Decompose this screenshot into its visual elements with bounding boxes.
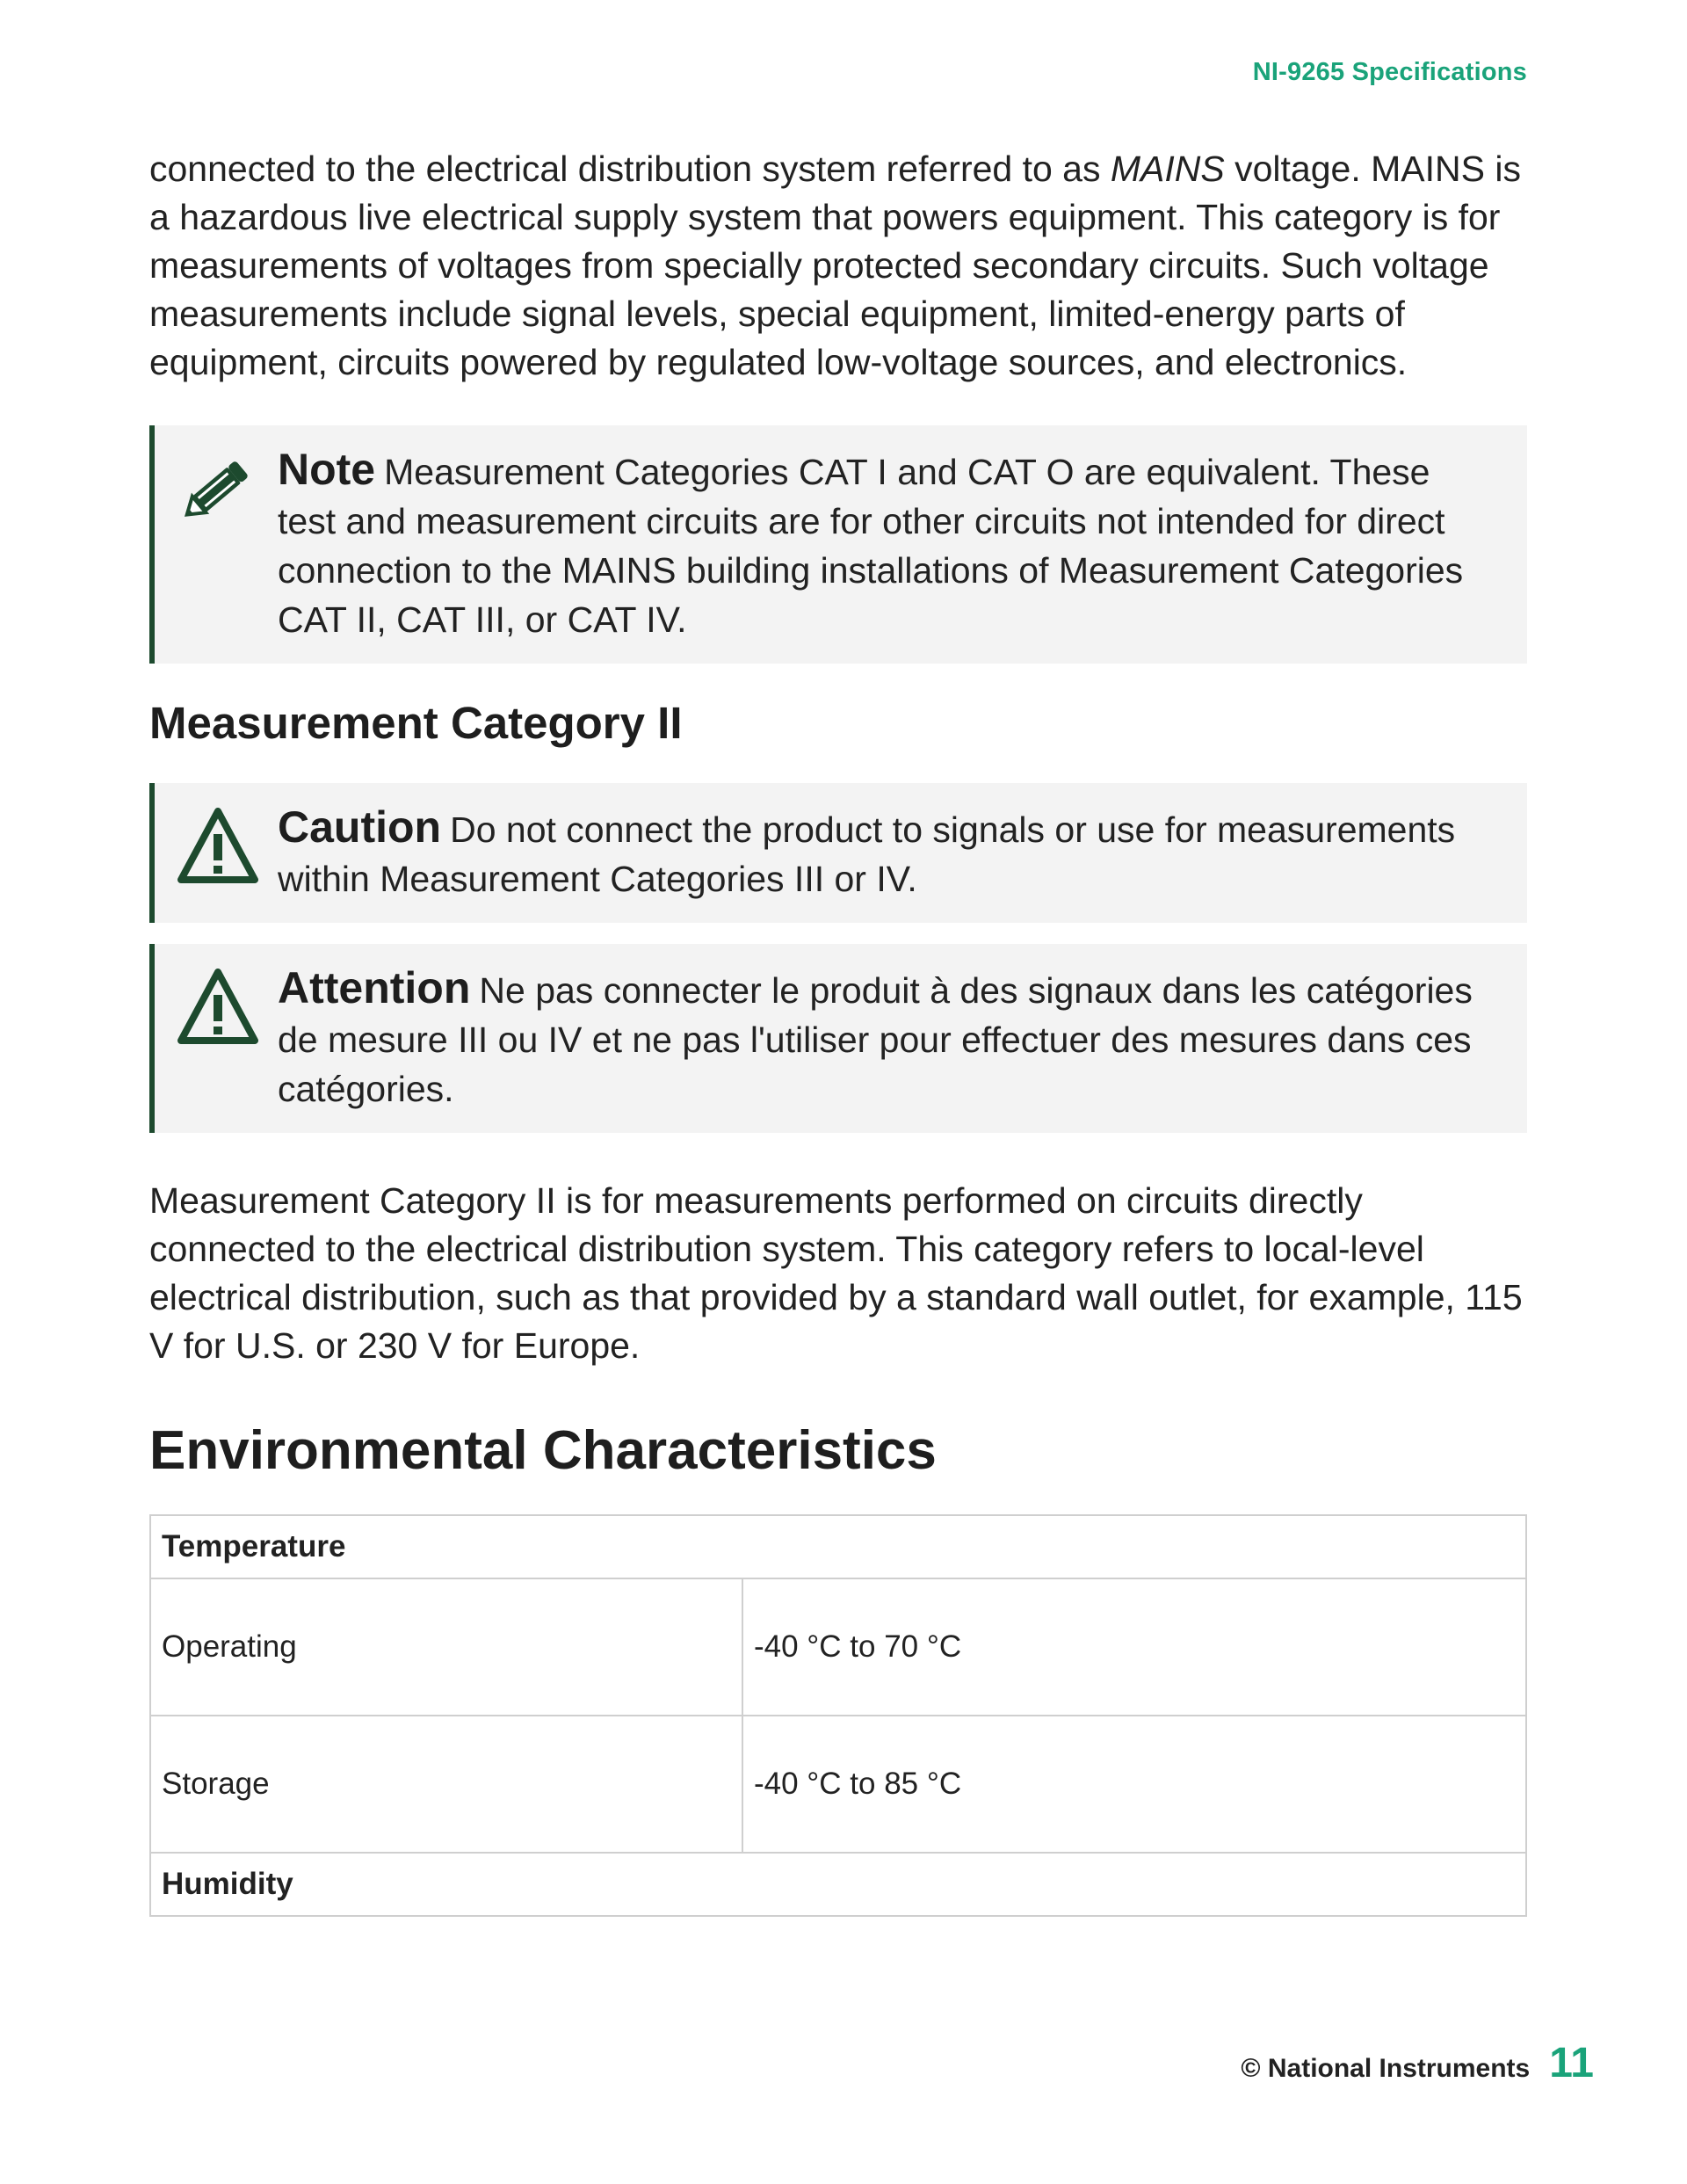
table-cell-value: -40 °C to 70 °C (742, 1578, 1526, 1716)
caution-label: Caution (278, 802, 442, 852)
table-cell-label: Storage (150, 1716, 742, 1853)
table-cell-value: -40 °C to 85 °C (742, 1716, 1526, 1853)
note-text: Measurement Categories CAT I and CAT O are equivalent. These test and measurement circuits are for other circuits not intended for direct connection to the MAINS building installations of Measurement Categories CAT II, CAT III, or CAT IV. (278, 452, 1464, 640)
table-row (150, 1578, 1526, 1716)
attention-callout (149, 944, 1527, 1133)
intro-text-emphasis: MAINS (1110, 149, 1225, 189)
footer-copyright: © National Instruments (1241, 2054, 1531, 2083)
note-callout (149, 425, 1527, 664)
section-heading-measurement-category-ii: Measurement Category II (149, 698, 683, 748)
running-header: NI-9265 Specifications (1252, 58, 1527, 86)
pencil-icon (174, 445, 262, 533)
page-number: 11 (1549, 2040, 1594, 2086)
table-row (150, 1716, 1526, 1853)
caution-body (278, 802, 1492, 903)
caution-text: Do not connect the product to signals or use for measurements within Measurement Categories III or IV. (278, 809, 1456, 899)
table-cell-label: Operating (150, 1578, 742, 1716)
intro-text-after: voltage. MAINS is a hazardous live electrical supply system that powers equipment. This category is for measurements of voltages from specially protected secondary circuits. Such voltage measurements include signal levels, special equipment, limited-energy parts of equipment, circuits powered by regulated low-voltage sources, and electronics. (149, 149, 1521, 382)
environmental-table (149, 1514, 1527, 1917)
note-body (278, 445, 1492, 644)
category-ii-paragraph: Measurement Category II is for measurements performed on circuits directly connected to the electrical distribution system. This category refers to local-level electrical distribution, such as that provided by a standard wall outlet, for example, 115 V for U.S. or 230 V for Europe. (149, 1180, 1523, 1366)
table-group-row (150, 1515, 1526, 1578)
table-group-row (150, 1853, 1526, 1916)
attention-text: Ne pas connecter le produit à des signaux dans les catégories de mesure III ou IV et ne pas l'utiliser pour effectuer des mesures dans ces catégories. (278, 970, 1473, 1109)
intro-text-before: connected to the electrical distribution system referred to as (149, 149, 1111, 189)
intro-paragraph (149, 145, 1527, 387)
temperature-header: Temperature (150, 1515, 1526, 1578)
humidity-header: Humidity (150, 1853, 1526, 1916)
caution-callout (149, 783, 1527, 923)
page-content (149, 145, 1527, 1917)
page-footer (1241, 2039, 1594, 2087)
section-heading-environmental-characteristics: Environmental Characteristics (149, 1420, 937, 1481)
attention-label: Attention (278, 963, 471, 1012)
note-label: Note (278, 445, 376, 494)
warning-triangle-icon (174, 963, 262, 1051)
warning-triangle-icon (174, 802, 262, 890)
attention-body (278, 963, 1492, 1114)
